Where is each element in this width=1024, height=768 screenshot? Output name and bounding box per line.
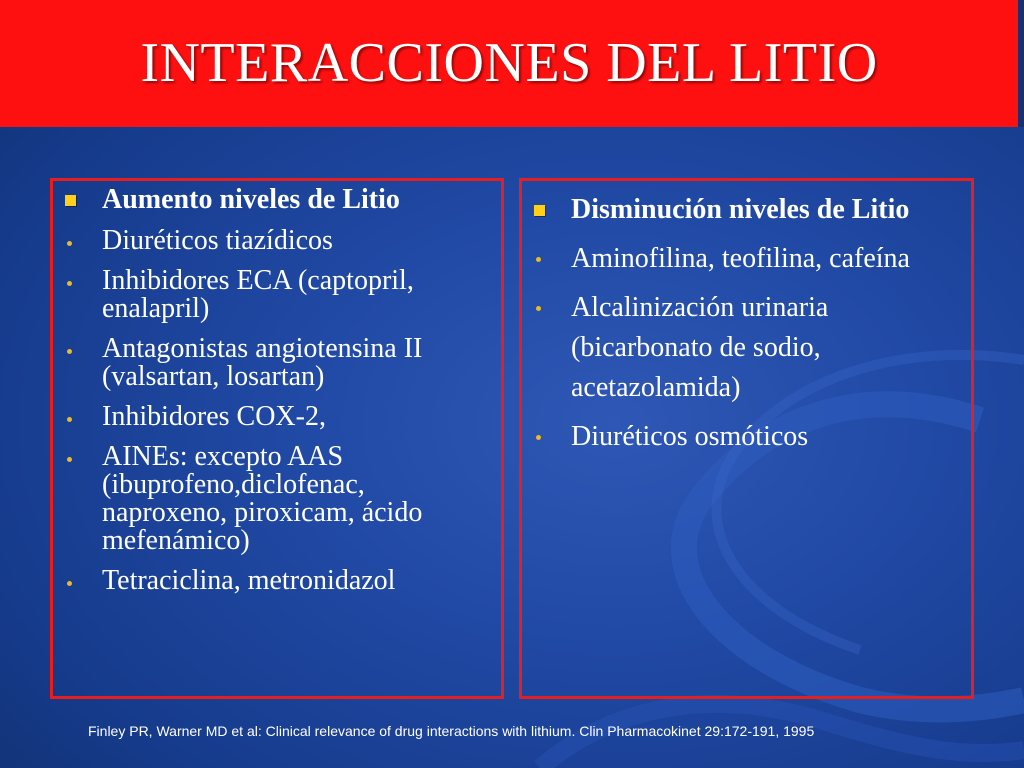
list-item-text: Inhibidores ECA (captopril, enalapril)	[102, 265, 414, 324]
list-item-text: Tetraciclina, metronidazol	[102, 565, 396, 596]
list-item-text: Diuréticos osmóticos	[571, 421, 809, 452]
list-item	[53, 267, 501, 323]
list-item	[522, 288, 971, 408]
list-item-text: Inhibidores COX-2,	[102, 401, 326, 432]
dot-bullet-icon	[536, 306, 541, 311]
dot-bullet-icon	[67, 457, 72, 462]
list-heading	[522, 190, 971, 230]
list-item-text: Aminofilina, teofilina, cafeína	[571, 243, 910, 274]
dot-bullet-icon	[536, 435, 541, 440]
decrease-lithium-panel	[519, 178, 974, 699]
square-bullet-icon	[65, 195, 76, 206]
list-item	[53, 335, 501, 391]
list-item-text: Antagonistas angiotensina II (valsartan, losartan)	[102, 333, 423, 392]
list-item	[522, 417, 971, 457]
increase-lithium-panel	[50, 178, 504, 699]
dot-bullet-icon	[67, 281, 72, 286]
increase-lithium-list	[53, 181, 501, 595]
slide-title: INTERACCIONES DEL LITIO	[140, 32, 878, 94]
dot-bullet-icon	[67, 349, 72, 354]
dot-bullet-icon	[67, 581, 72, 586]
heading-text: Disminución niveles de Litio	[571, 194, 910, 225]
dot-bullet-icon	[67, 241, 72, 246]
list-item	[522, 239, 971, 279]
heading-text: Aumento niveles de Litio	[102, 184, 400, 215]
dot-bullet-icon	[536, 257, 541, 262]
dot-bullet-icon	[67, 417, 72, 422]
list-heading	[53, 185, 501, 215]
decrease-lithium-list	[522, 181, 971, 457]
list-item	[53, 443, 501, 555]
list-item-text: AINEs: excepto AAS (ibuprofeno,diclofenac, naproxeno, piroxicam, ácido mefenámico)	[102, 441, 423, 556]
square-bullet-icon	[534, 205, 545, 216]
title-bar	[0, 0, 1024, 127]
list-item-text: Alcalinización urinaria (bicarbonato de sodio, acetazolamida)	[571, 292, 829, 403]
list-item	[53, 403, 501, 431]
list-item-text: Diuréticos tiazídicos	[102, 225, 333, 256]
citation: Finley PR, Warner MD et al: Clinical relevance of drug interactions with lithium. Clin Pharmacokinet 29:172-191, 1995	[88, 723, 815, 739]
list-item	[53, 567, 501, 595]
list-item	[53, 227, 501, 255]
